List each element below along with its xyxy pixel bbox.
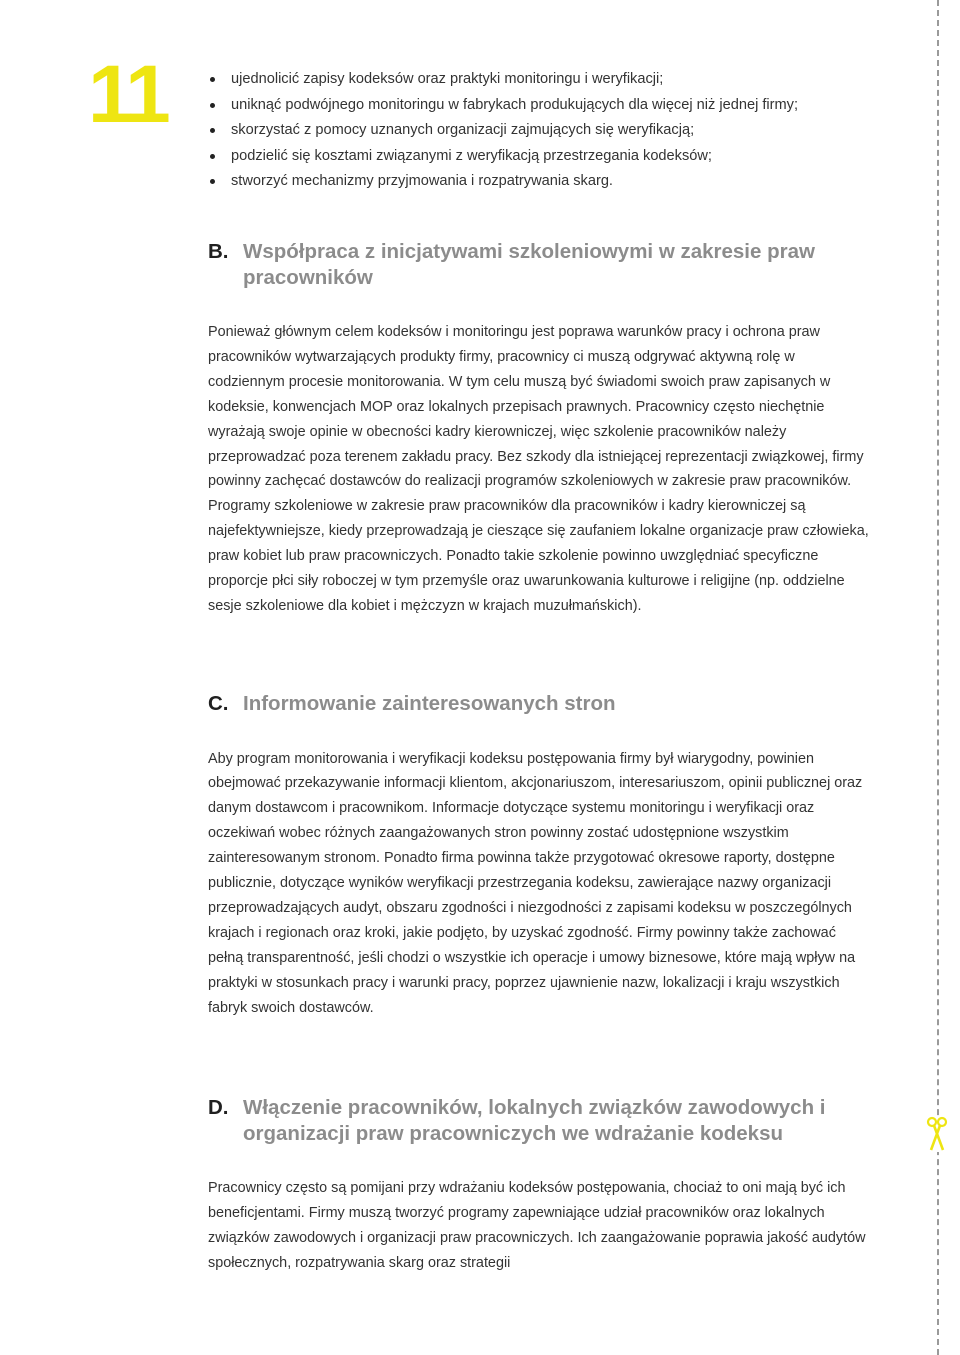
list-item — [210, 169, 890, 195]
section-title: Współpraca z inicjatywami szkoleniowymi w zakresie praw pracowników — [243, 240, 815, 289]
section-letter: C. — [208, 692, 229, 715]
section-letter: B. — [208, 240, 229, 263]
section-body: Ponieważ głównym celem kodeksów i monitoringu jest poprawa warunków pracy i ochrona praw pracowników wytwarzających produkty firmy, pracownicy ci muszą odgrywać aktywną rolę w codziennym procesie monitorowania. W tym celu muszą być świadomi swoich praw zapisanych w kodeksie, konwencjach MOP oraz lokalnych przepisach prawnych. Pracownicy często niechętnie wyrażają swoje opinie w obecności kadry kierowniczej, więc szkolenie pracowników należy przeprowadzać poza terenem zakładu pracy. Bez szkody dla istniejącej reprezentacji związkowej, firmy powinny zachęcać dostawców do realizacji programów szkoleniowych w zakresie praw pracowników. Programy szkoleniowe w zakresie praw pracowników dla pracowników i kadry kierowniczej są najefektywniejsze, kiedy przeprowadzają je cieszące się zaufaniem lokalne organizacje praw człowieka, praw kobiet lub praw pracowniczych. Ponadto takie szkolenie powinno uwzględniać specyficzne proporcje płci siły roboczej w tym przemyśle oraz uwarunkowania kulturowe i religijne (np. oddzielne sesje szkoleniowe dla kobiet i mężczyzn w krajach muzułmańskich). — [208, 324, 869, 614]
section-heading — [208, 691, 870, 717]
scissors-icon — [926, 1116, 948, 1152]
list-item-text: podzielić się kosztami związanymi z weryfikacją przestrzegania kodeksów; — [231, 147, 712, 164]
bullet-icon — [210, 103, 215, 108]
list-item — [210, 93, 890, 119]
section-letter: D. — [208, 1096, 229, 1119]
list-item-text: ujednolicić zapisy kodeksów oraz praktyki monitoringu i weryfikacji; — [231, 71, 664, 87]
list-item — [210, 144, 890, 170]
section-b — [208, 239, 870, 619]
bullet-icon — [210, 77, 215, 82]
section-c — [208, 691, 870, 1020]
section-heading — [208, 1095, 853, 1146]
bullet-list — [210, 67, 890, 195]
section-body: Pracownicy często są pomijani przy wdrażaniu kodeksów postępowania, chociaż to oni mają być ich beneficjentami. Firmy muszą tworzyć programy zapewniające udział pracowników oraz lokalnych związków zawodowych i organizacji praw pracowniczych. Ich zaangażowanie poprawia jakość audytów społecznych, rozpatrywania skarg oraz strategii — [208, 1180, 866, 1271]
bullet-icon — [210, 179, 215, 184]
list-item — [210, 67, 890, 93]
bullet-icon — [210, 128, 215, 133]
list-item-text: stworzyć mechanizmy przyjmowania i rozpatrywania skarg. — [231, 173, 613, 189]
bullet-icon — [210, 154, 215, 159]
section-title: Informowanie zainteresowanych stron — [243, 692, 616, 715]
section-title: Włączenie pracowników, lokalnych związków zawodowych i organizacji praw pracowniczych we wdrażanie kodeksu — [243, 1096, 826, 1145]
page-number: 11 — [88, 49, 167, 140]
list-item-text: uniknąć podwójnego monitoringu w fabrykach produkujących dla więcej niż jednej firmy; — [231, 96, 799, 113]
section-body: Aby program monitorowania i weryfikacji kodeksu postępowania firmy był wiarygodny, powinien obejmować przekazywanie informacji klientom, akcjonariuszom, interesariuszom, opinii publicznej oraz danym dostawcom i pracownikom. Informacje dotyczące systemu monitoringu i weryfikacji oraz oczekiwań wobec różnych zaangażowanych stron powinny zostać udostępnione wszystkim zainteresowanym stronom. Ponadto firma powinna także przygotować okresowe raporty, dostępne publicznie, dotyczące wyników weryfikacji przestrzegania kodeksu, zawierające nazwy organizacji przeprowadzających audyt, obszaru zgodności i niezgodności z zapisami kodeksu w poszczególnych krajach i regionach oraz kroki, jakie podjęto, by uzyskać zgodność. Firmy powinny także zachować pełną transparentność, jeśli chodzi o wszystkie ich operacje i umowy biznesowe, które mają wpływ na praktyki w stosunkach pracy i warunki pracy, poprzez ujawnienie nazw, lokalizacji i kraju wszystkich fabryk swoich dostawców. — [208, 750, 863, 1016]
section-d — [208, 1095, 870, 1276]
list-item-text: skorzystać z pomocy uznanych organizacji zajmujących się weryfikacją; — [231, 122, 695, 138]
section-heading — [208, 239, 843, 290]
list-item — [210, 118, 890, 144]
